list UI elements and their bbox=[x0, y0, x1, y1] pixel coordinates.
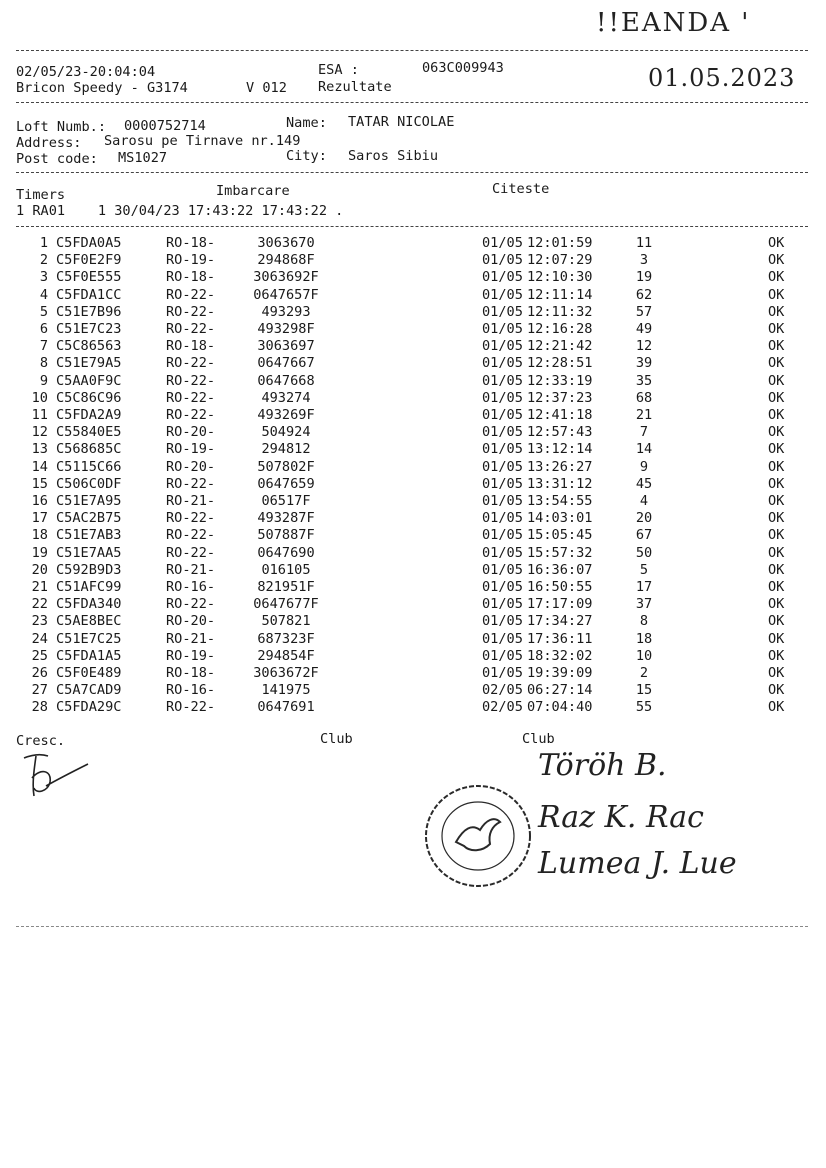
cell-date: 01/05 bbox=[482, 544, 523, 561]
cell-status: OK bbox=[768, 699, 785, 716]
cell-no: 19 bbox=[31, 544, 48, 561]
table-row bbox=[0, 511, 826, 528]
table-row bbox=[0, 683, 826, 700]
cell-no: 18 bbox=[31, 527, 48, 544]
club-label-1: Club bbox=[320, 731, 353, 747]
cell-ring: C51E7C23 bbox=[56, 321, 122, 337]
cell-prefix: RO-22- bbox=[166, 475, 216, 492]
cell-date: 01/05 bbox=[482, 596, 523, 613]
cell-status: OK bbox=[768, 303, 785, 320]
table-row bbox=[0, 614, 826, 631]
cell-date: 01/05 bbox=[482, 338, 523, 355]
cell-no: 22 bbox=[31, 596, 48, 613]
cell-prefix: RO-18- bbox=[166, 269, 216, 286]
cell-date: 02/05 bbox=[482, 699, 523, 716]
table-row bbox=[0, 305, 826, 322]
cell-number: 507802F bbox=[257, 458, 315, 475]
cell-ring: C51AFC99 bbox=[56, 579, 122, 595]
cell-prefix: RO-22- bbox=[166, 596, 216, 613]
cell-number: 3063670 bbox=[257, 235, 315, 251]
cell-number: 141975 bbox=[261, 682, 311, 699]
cell-date: 01/05 bbox=[482, 561, 523, 578]
cell-prefix: RO-22- bbox=[166, 389, 216, 406]
cell-ring: C5FDA1A5 bbox=[56, 647, 122, 664]
table-row bbox=[0, 666, 826, 683]
cell-ring: C506C0DF bbox=[56, 475, 122, 492]
cell-time: 16:50:55 bbox=[527, 579, 593, 595]
cell-no: 14 bbox=[31, 458, 48, 475]
cell-status: OK bbox=[768, 286, 785, 303]
cell-number: 821951F bbox=[257, 579, 315, 595]
cell-status: OK bbox=[768, 510, 785, 527]
stamp-ring-icon bbox=[420, 780, 536, 892]
cell-number: 0647677F bbox=[253, 596, 319, 613]
table-row bbox=[0, 270, 826, 287]
cell-number: 3063697 bbox=[257, 338, 315, 355]
cell-date: 01/05 bbox=[482, 286, 523, 303]
cell-number: 493298F bbox=[257, 321, 315, 337]
cell-pos: 20 bbox=[635, 510, 653, 527]
cell-prefix: RO-22- bbox=[166, 286, 216, 303]
cell-pos: 55 bbox=[635, 699, 653, 716]
table-row bbox=[0, 253, 826, 270]
cell-ring: C5FDA29C bbox=[56, 699, 122, 716]
cell-pos: 45 bbox=[635, 475, 653, 492]
cell-no: 16 bbox=[31, 493, 48, 509]
cell-date: 01/05 bbox=[482, 235, 523, 251]
cell-date: 01/05 bbox=[482, 424, 523, 441]
cell-date: 01/05 bbox=[482, 579, 523, 595]
cell-ring: C5A7CAD9 bbox=[56, 682, 122, 699]
cell-date: 01/05 bbox=[482, 665, 523, 681]
cell-time: 17:36:11 bbox=[527, 630, 593, 647]
cell-pos: 35 bbox=[635, 372, 653, 389]
cell-status: OK bbox=[768, 527, 785, 544]
cell-no: 21 bbox=[31, 579, 48, 595]
cell-status: OK bbox=[768, 596, 785, 613]
address-value: Sarosu pe Tirnave nr.149 bbox=[104, 133, 301, 149]
device-version: V 012 bbox=[246, 80, 287, 96]
cell-time: 14:03:01 bbox=[527, 510, 593, 527]
cell-ring: C51E7A95 bbox=[56, 493, 122, 509]
table-row bbox=[0, 494, 826, 511]
cell-ring: C5FDA0A5 bbox=[56, 235, 122, 251]
cell-pos: 67 bbox=[635, 527, 653, 544]
official-signature-1: Töröh B. bbox=[538, 748, 667, 783]
cell-ring: C51E7AA5 bbox=[56, 544, 122, 561]
cell-ring: C5AC2B75 bbox=[56, 510, 122, 527]
cell-status: OK bbox=[768, 389, 785, 406]
table-row bbox=[0, 546, 826, 563]
cell-time: 12:11:14 bbox=[527, 286, 593, 303]
cell-pos: 14 bbox=[635, 441, 653, 458]
cell-date: 01/05 bbox=[482, 630, 523, 647]
cell-no: 23 bbox=[31, 613, 48, 630]
cell-prefix: RO-22- bbox=[166, 699, 216, 716]
separator-header bbox=[16, 102, 808, 103]
cell-time: 13:12:14 bbox=[527, 441, 593, 458]
cell-no: 28 bbox=[31, 699, 48, 716]
cell-date: 01/05 bbox=[482, 527, 523, 544]
cell-time: 17:17:09 bbox=[527, 596, 593, 613]
cell-number: 0647659 bbox=[257, 475, 315, 492]
cell-pos: 17 bbox=[635, 579, 653, 595]
cell-prefix: RO-16- bbox=[166, 579, 216, 595]
post-code-value: MS1027 bbox=[118, 150, 168, 166]
cell-pos: 19 bbox=[635, 269, 653, 286]
table-row bbox=[0, 374, 826, 391]
imbarcare-label: Imbarcare bbox=[216, 183, 290, 199]
official-signature-3: Lumea J. Lue bbox=[538, 846, 737, 881]
cell-prefix: RO-19- bbox=[166, 252, 216, 269]
cell-prefix: RO-22- bbox=[166, 527, 216, 544]
table-row bbox=[0, 425, 826, 442]
table-row bbox=[0, 408, 826, 425]
cell-prefix: RO-22- bbox=[166, 303, 216, 320]
cell-prefix: RO-22- bbox=[166, 372, 216, 389]
cell-time: 19:39:09 bbox=[527, 665, 593, 681]
cell-ring: C5FDA340 bbox=[56, 596, 122, 613]
cell-no: 20 bbox=[31, 561, 48, 578]
loft-number: 0000752714 bbox=[124, 118, 206, 134]
timer-line: 1 RA01 1 30/04/23 17:43:22 17:43:22 . bbox=[16, 203, 344, 219]
cell-time: 12:07:29 bbox=[527, 252, 593, 269]
cell-pos: 2 bbox=[639, 665, 649, 681]
club-label-2: Club bbox=[522, 731, 555, 747]
cell-status: OK bbox=[768, 579, 785, 595]
table-row bbox=[0, 322, 826, 339]
cell-no: 4 bbox=[39, 286, 48, 303]
address-label: Address: bbox=[16, 135, 82, 151]
cell-ring: C51E7B96 bbox=[56, 303, 122, 320]
official-signature-2: Raz K. Rac bbox=[538, 800, 704, 835]
cell-ring: C5FDA2A9 bbox=[56, 407, 122, 423]
table-row bbox=[0, 700, 826, 717]
table-row bbox=[0, 288, 826, 305]
cell-time: 12:01:59 bbox=[527, 235, 593, 251]
cell-prefix: RO-18- bbox=[166, 665, 216, 681]
device-name: Bricon Speedy - G3174 bbox=[16, 80, 188, 96]
cell-pos: 15 bbox=[635, 682, 653, 699]
table-row bbox=[0, 356, 826, 373]
cell-status: OK bbox=[768, 441, 785, 458]
handwritten-date: 01.05.2023 bbox=[648, 64, 796, 92]
cell-ring: C51E7C25 bbox=[56, 630, 122, 647]
table-row bbox=[0, 528, 826, 545]
cell-prefix: RO-22- bbox=[166, 321, 216, 337]
table-row bbox=[0, 632, 826, 649]
table-row bbox=[0, 236, 826, 253]
cell-pos: 49 bbox=[635, 321, 653, 337]
loft-owner-name: TATAR NICOLAE bbox=[348, 114, 455, 130]
cell-status: OK bbox=[768, 665, 785, 681]
cell-no: 6 bbox=[39, 321, 48, 337]
cell-status: OK bbox=[768, 252, 785, 269]
cell-time: 12:33:19 bbox=[527, 372, 593, 389]
cell-date: 01/05 bbox=[482, 613, 523, 630]
cell-status: OK bbox=[768, 544, 785, 561]
cell-time: 12:16:28 bbox=[527, 321, 593, 337]
cell-ring: C55840E5 bbox=[56, 424, 122, 441]
cell-no: 3 bbox=[39, 269, 48, 286]
cell-no: 12 bbox=[31, 424, 48, 441]
cell-date: 01/05 bbox=[482, 355, 523, 372]
cell-time: 06:27:14 bbox=[527, 682, 593, 699]
esa-value: 063C009943 bbox=[422, 60, 504, 76]
cell-date: 01/05 bbox=[482, 647, 523, 664]
cell-number: 3063692F bbox=[253, 269, 319, 286]
cell-no: 27 bbox=[31, 682, 48, 699]
table-row bbox=[0, 563, 826, 580]
cell-no: 1 bbox=[39, 235, 48, 251]
cell-status: OK bbox=[768, 269, 785, 286]
cell-date: 01/05 bbox=[482, 510, 523, 527]
cell-ring: C5F0E489 bbox=[56, 665, 122, 681]
table-row bbox=[0, 460, 826, 477]
cell-pos: 11 bbox=[635, 235, 653, 251]
separator-top bbox=[16, 50, 808, 51]
cell-prefix: RO-22- bbox=[166, 355, 216, 372]
cell-ring: C5F0E555 bbox=[56, 269, 122, 286]
cell-pos: 5 bbox=[639, 561, 649, 578]
cell-prefix: RO-21- bbox=[166, 630, 216, 647]
cell-time: 12:11:32 bbox=[527, 303, 593, 320]
cresc-label: Cresc. bbox=[16, 733, 66, 749]
name-label: Name: bbox=[286, 115, 327, 131]
cell-number: 493269F bbox=[257, 407, 315, 423]
cell-ring: C5C86C96 bbox=[56, 389, 122, 406]
cell-number: 06517F bbox=[261, 493, 311, 509]
cell-pos: 57 bbox=[635, 303, 653, 320]
cell-status: OK bbox=[768, 338, 785, 355]
cell-pos: 7 bbox=[639, 424, 649, 441]
table-row bbox=[0, 442, 826, 459]
handwritten-title: !!EANDA ' bbox=[596, 8, 751, 38]
results-table bbox=[0, 236, 826, 716]
cell-time: 12:37:23 bbox=[527, 389, 593, 406]
cell-prefix: RO-16- bbox=[166, 682, 216, 699]
cell-prefix: RO-18- bbox=[166, 338, 216, 355]
cell-pos: 18 bbox=[635, 630, 653, 647]
cell-number: 0647690 bbox=[257, 544, 315, 561]
cell-pos: 8 bbox=[639, 613, 649, 630]
cell-pos: 62 bbox=[635, 286, 653, 303]
table-row bbox=[0, 339, 826, 356]
cell-prefix: RO-20- bbox=[166, 458, 216, 475]
cell-no: 11 bbox=[31, 407, 48, 423]
loft-number-label: Loft Numb.: bbox=[16, 119, 107, 135]
cell-number: 3063672F bbox=[253, 665, 319, 681]
cell-time: 15:57:32 bbox=[527, 544, 593, 561]
cell-date: 01/05 bbox=[482, 269, 523, 286]
cell-no: 17 bbox=[31, 510, 48, 527]
cell-number: 294854F bbox=[257, 647, 315, 664]
cell-status: OK bbox=[768, 682, 785, 699]
cell-ring: C5C86563 bbox=[56, 338, 122, 355]
cell-date: 01/05 bbox=[482, 493, 523, 509]
cell-date: 01/05 bbox=[482, 475, 523, 492]
cell-number: 0647668 bbox=[257, 372, 315, 389]
cell-ring: C568685C bbox=[56, 441, 122, 458]
cell-number: 0647667 bbox=[257, 355, 315, 372]
table-row bbox=[0, 597, 826, 614]
cell-prefix: RO-19- bbox=[166, 647, 216, 664]
cell-time: 12:21:42 bbox=[527, 338, 593, 355]
post-code-label: Post code: bbox=[16, 151, 98, 167]
cell-date: 01/05 bbox=[482, 458, 523, 475]
cell-pos: 12 bbox=[635, 338, 653, 355]
cell-time: 13:31:12 bbox=[527, 475, 593, 492]
cell-status: OK bbox=[768, 407, 785, 423]
cell-ring: C5115C66 bbox=[56, 458, 122, 475]
cell-number: 493274 bbox=[261, 389, 311, 406]
cell-no: 2 bbox=[39, 252, 48, 269]
cell-time: 15:05:45 bbox=[527, 527, 593, 544]
cell-no: 10 bbox=[31, 389, 48, 406]
cell-time: 12:10:30 bbox=[527, 269, 593, 286]
cell-number: 507887F bbox=[257, 527, 315, 544]
separator-timers bbox=[16, 226, 808, 227]
cell-date: 01/05 bbox=[482, 303, 523, 320]
table-row bbox=[0, 580, 826, 597]
cell-time: 07:04:40 bbox=[527, 699, 593, 716]
cell-status: OK bbox=[768, 458, 785, 475]
city-value: Saros Sibiu bbox=[348, 148, 439, 164]
cell-ring: C592B9D3 bbox=[56, 561, 122, 578]
cell-status: OK bbox=[768, 613, 785, 630]
cell-date: 01/05 bbox=[482, 407, 523, 423]
cell-prefix: RO-21- bbox=[166, 493, 216, 509]
cell-number: 0647691 bbox=[257, 699, 315, 716]
cell-number: 294812 bbox=[261, 441, 311, 458]
cell-time: 12:57:43 bbox=[527, 424, 593, 441]
cell-time: 13:54:55 bbox=[527, 493, 593, 509]
cell-status: OK bbox=[768, 630, 785, 647]
club-stamp bbox=[420, 780, 536, 892]
citeste-label: Citeste bbox=[492, 181, 550, 197]
cell-pos: 50 bbox=[635, 544, 653, 561]
cell-number: 687323F bbox=[257, 630, 315, 647]
cell-number: 507821 bbox=[261, 613, 311, 630]
cell-no: 15 bbox=[31, 475, 48, 492]
cell-ring: C5AA0F9C bbox=[56, 372, 122, 389]
cell-pos: 39 bbox=[635, 355, 653, 372]
separator-bottom bbox=[16, 926, 808, 927]
cell-prefix: RO-20- bbox=[166, 424, 216, 441]
cell-no: 9 bbox=[39, 372, 48, 389]
cell-ring: C5F0E2F9 bbox=[56, 252, 122, 269]
cell-prefix: RO-21- bbox=[166, 561, 216, 578]
cell-no: 24 bbox=[31, 630, 48, 647]
report-timestamp: 02/05/23-20:04:04 bbox=[16, 64, 156, 80]
cell-prefix: RO-22- bbox=[166, 510, 216, 527]
cell-number: 0647657F bbox=[253, 286, 319, 303]
cell-number: 493293 bbox=[261, 303, 311, 320]
cell-status: OK bbox=[768, 321, 785, 337]
cell-no: 5 bbox=[39, 303, 48, 320]
cell-ring: C51E79A5 bbox=[56, 355, 122, 372]
cell-pos: 21 bbox=[635, 407, 653, 423]
cell-prefix: RO-19- bbox=[166, 441, 216, 458]
esa-label: ESA : bbox=[318, 62, 359, 78]
separator-loft bbox=[16, 172, 808, 173]
cell-date: 01/05 bbox=[482, 441, 523, 458]
cell-number: 294868F bbox=[257, 252, 315, 269]
cell-status: OK bbox=[768, 355, 785, 372]
cell-prefix: RO-22- bbox=[166, 544, 216, 561]
cell-status: OK bbox=[768, 424, 785, 441]
cell-time: 16:36:07 bbox=[527, 561, 593, 578]
cell-number: 493287F bbox=[257, 510, 315, 527]
cell-no: 26 bbox=[31, 665, 48, 681]
cell-number: 016105 bbox=[261, 561, 311, 578]
cell-status: OK bbox=[768, 475, 785, 492]
cell-prefix: RO-22- bbox=[166, 407, 216, 423]
cell-time: 13:26:27 bbox=[527, 458, 593, 475]
cell-date: 01/05 bbox=[482, 321, 523, 337]
cell-status: OK bbox=[768, 372, 785, 389]
cell-date: 01/05 bbox=[482, 372, 523, 389]
cell-pos: 68 bbox=[635, 389, 653, 406]
cell-status: OK bbox=[768, 561, 785, 578]
table-row bbox=[0, 649, 826, 666]
cell-no: 8 bbox=[39, 355, 48, 372]
city-label: City: bbox=[286, 148, 327, 164]
breeder-signature bbox=[20, 748, 92, 804]
cell-pos: 4 bbox=[639, 493, 649, 509]
cell-status: OK bbox=[768, 647, 785, 664]
cell-status: OK bbox=[768, 493, 785, 509]
cell-time: 12:28:51 bbox=[527, 355, 593, 372]
cell-date: 01/05 bbox=[482, 252, 523, 269]
cell-prefix: RO-20- bbox=[166, 613, 216, 630]
cell-ring: C5AE8BEC bbox=[56, 613, 122, 630]
cell-ring: C51E7AB3 bbox=[56, 527, 122, 544]
cell-pos: 3 bbox=[639, 252, 649, 269]
report-type: Rezultate bbox=[318, 79, 392, 95]
cell-number: 504924 bbox=[261, 424, 311, 441]
table-row bbox=[0, 477, 826, 494]
cell-pos: 9 bbox=[639, 458, 649, 475]
cell-no: 7 bbox=[39, 338, 48, 355]
table-row bbox=[0, 391, 826, 408]
cell-no: 25 bbox=[31, 647, 48, 664]
cell-pos: 37 bbox=[635, 596, 653, 613]
timers-label: Timers bbox=[16, 187, 66, 203]
cell-pos: 10 bbox=[635, 647, 653, 664]
cell-date: 01/05 bbox=[482, 389, 523, 406]
cell-prefix: RO-18- bbox=[166, 235, 216, 251]
cell-date: 02/05 bbox=[482, 682, 523, 699]
cell-status: OK bbox=[768, 235, 785, 251]
cell-ring: C5FDA1CC bbox=[56, 286, 122, 303]
cell-time: 12:41:18 bbox=[527, 407, 593, 423]
cell-no: 13 bbox=[31, 441, 48, 458]
cell-time: 18:32:02 bbox=[527, 647, 593, 664]
cell-time: 17:34:27 bbox=[527, 613, 593, 630]
